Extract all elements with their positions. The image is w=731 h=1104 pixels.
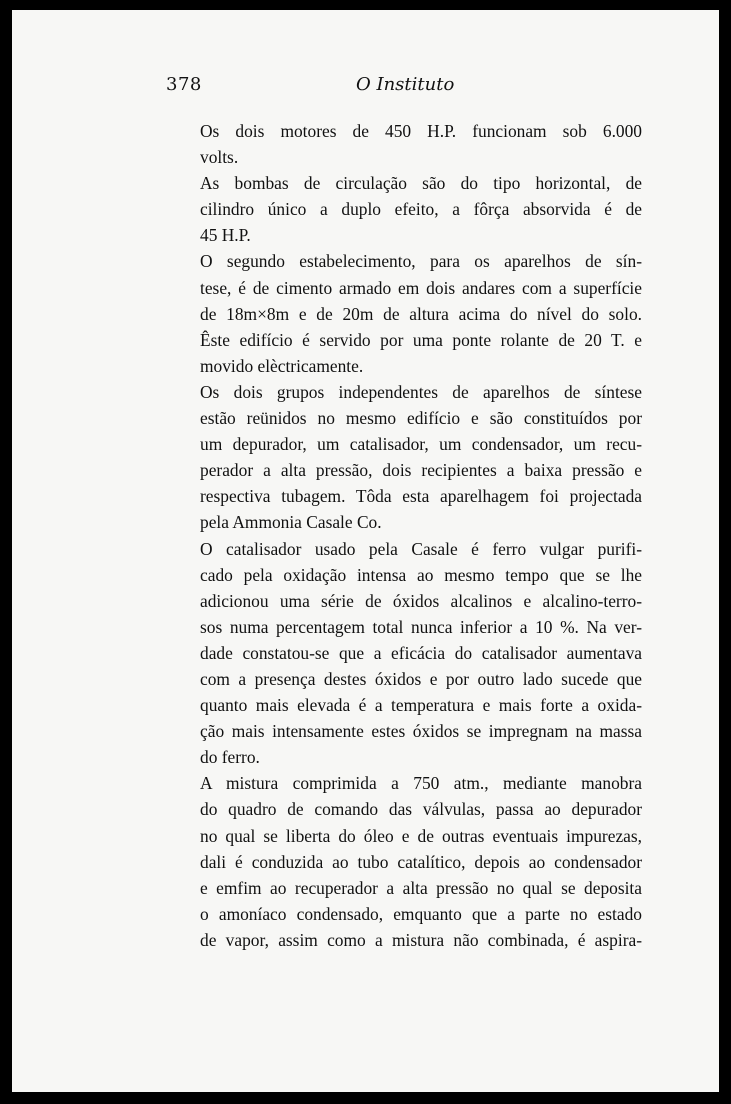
text-line: perador a alta pressão, dois recipientes a baixa pressão e — [200, 460, 642, 481]
text-line: pela Ammonia Casale Co. — [200, 512, 382, 533]
book-page — [12, 10, 719, 1092]
page-header — [166, 74, 656, 104]
text-line: de 18m×8m e de 20m de altura acima do nível do solo. — [200, 303, 642, 324]
text-line: O segundo estabelecimento, para os aparelhos de sín- — [200, 251, 642, 272]
paragraph — [166, 118, 642, 170]
text-line: Êste edifício é servido por uma ponte rolante de 20 T. e — [200, 329, 642, 350]
text-line: Os dois motores de 450 H.P. funcionam sob 6.000 — [200, 121, 642, 141]
paragraph — [166, 248, 642, 378]
text-line: movido elèctricamente. — [200, 355, 364, 376]
text-line: sos numa percentagem total nunca inferior a 10 %. Na ver- — [200, 616, 642, 637]
text-line: do ferro. — [200, 747, 260, 768]
text-line: do quadro de comando das válvulas, passa ao depurador — [200, 799, 642, 820]
page-number: 378 — [166, 74, 202, 95]
text-line: no qual se liberta do óleo e de outras eventuais impurezas, — [200, 825, 642, 846]
text-line: tese, é de cimento armado em dois andares com a superfície — [200, 277, 642, 298]
text-line: As bombas de circulação são do tipo horizontal, de — [200, 173, 642, 194]
text-line: Os dois grupos independentes de aparelhos de síntese — [200, 381, 642, 402]
text-line: dali é conduzida ao tubo catalítico, depois ao condensador — [200, 851, 642, 872]
paragraph — [166, 170, 642, 248]
text-line: A mistura comprimida a 750 atm., mediante manobra — [200, 773, 642, 794]
text-line: ção mais intensamente estes óxidos se impregnam na massa — [200, 721, 642, 742]
text-line: O catalisador usado pela Casale é ferro vulgar purifi- — [200, 538, 642, 559]
text-line: volts. — [200, 147, 239, 168]
text-line: um depurador, um catalisador, um condensador, um recu- — [200, 434, 642, 455]
text-line: com a presença destes óxidos e por outro lado sucede que — [200, 668, 642, 689]
text-line: de vapor, assim como a mistura não combinada, é aspira- — [200, 929, 642, 950]
paragraph — [166, 770, 642, 953]
text-line: cado pela oxidação intensa ao mesmo tempo que se lhe — [200, 564, 642, 585]
text-line: quanto mais elevada é a temperatura e mais forte a oxida- — [200, 695, 642, 716]
text-line: o amoníaco condensado, emquanto que a parte no estado — [200, 903, 642, 924]
text-line: estão reünidos no mesmo edifício e são constituídos por — [200, 408, 642, 429]
paragraph — [166, 536, 642, 771]
running-title: O Instituto — [356, 74, 455, 95]
body-text — [166, 118, 642, 953]
text-line: adicionou uma série de óxidos alcalinos e alcalino-terro- — [200, 590, 642, 611]
text-line: dade constatou-se que a eficácia do catalisador aumentava — [200, 642, 642, 663]
text-line: 45 H.P. — [200, 225, 251, 246]
text-line: respectiva tubagem. Tôda esta aparelhagem foi projectada — [200, 486, 642, 507]
text-line: e emfim ao recuperador a alta pressão no qual se deposita — [200, 877, 642, 898]
text-line: cilindro único a duplo efeito, a fôrça absorvida é de — [200, 199, 642, 220]
paragraph — [166, 379, 642, 536]
